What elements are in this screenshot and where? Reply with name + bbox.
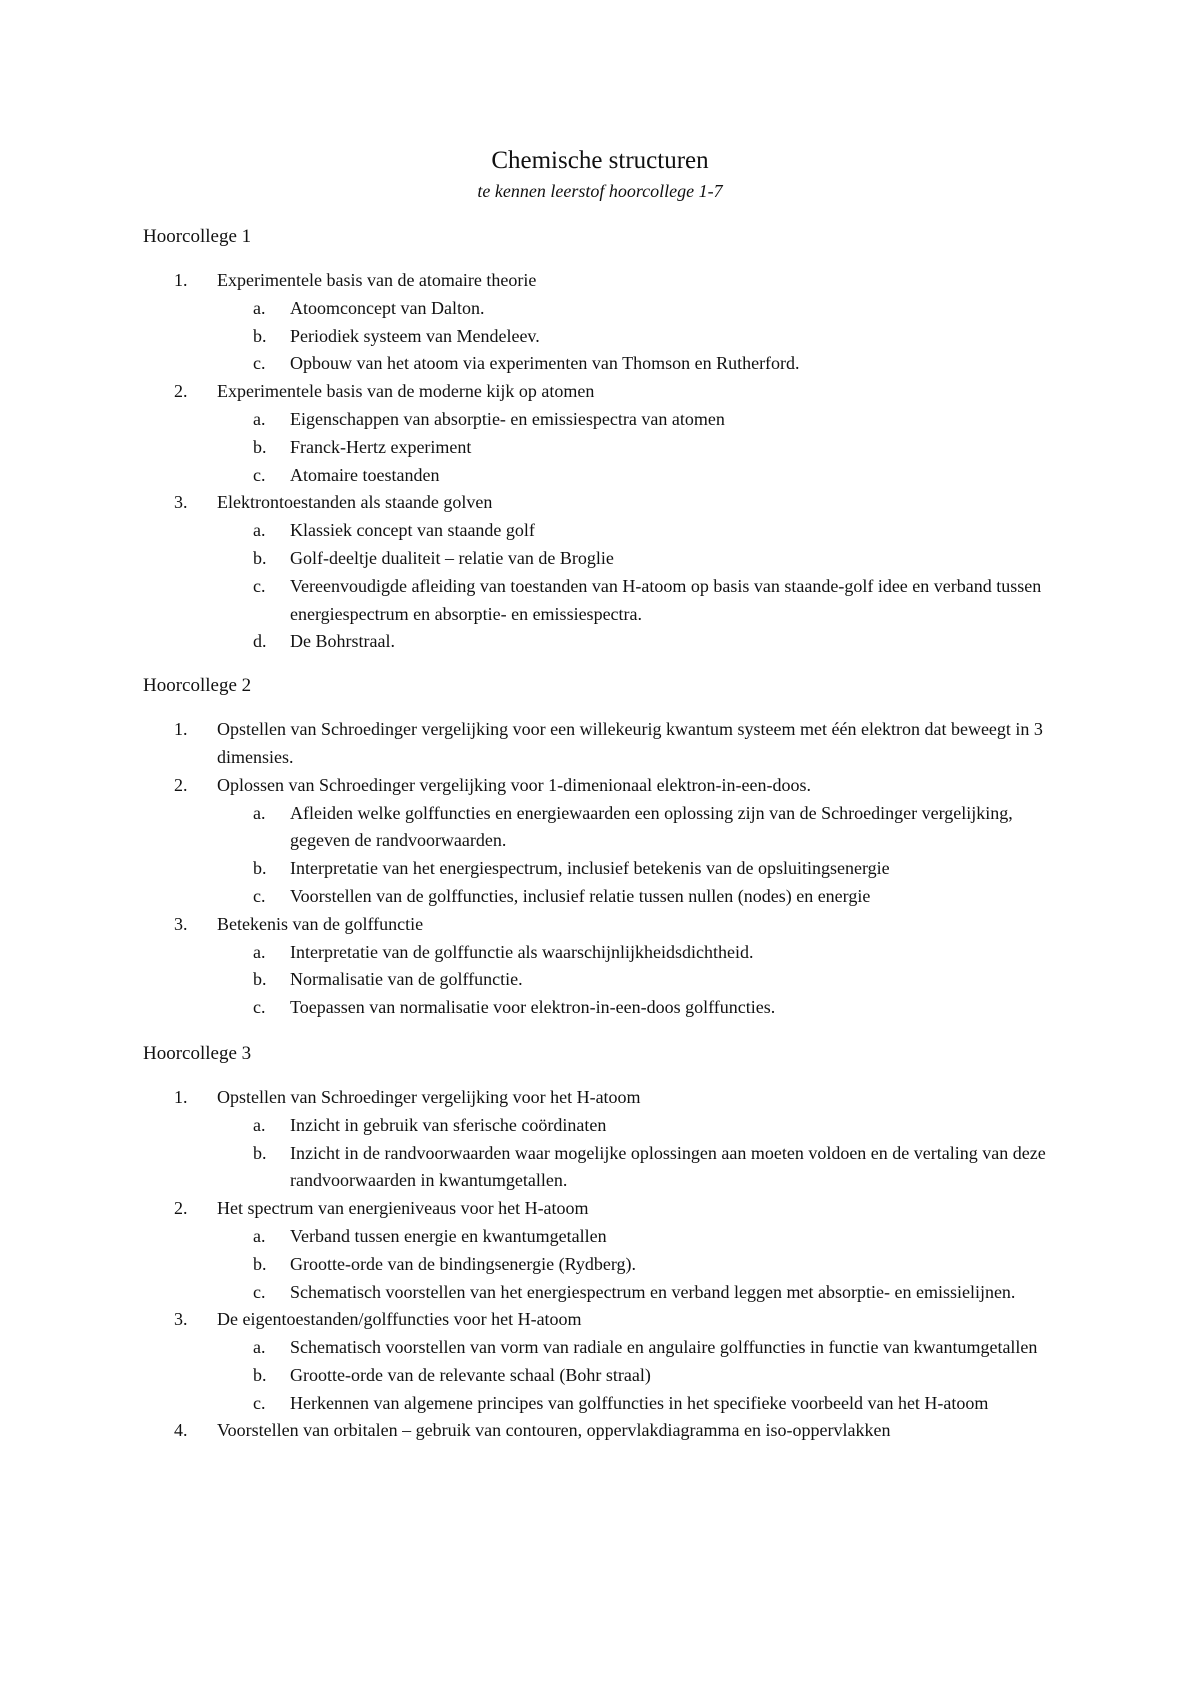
subtopic-text: Franck-Hertz experiment — [290, 436, 472, 457]
subtopic-letter: c. — [253, 464, 266, 485]
subtopic-letter: b. — [253, 1253, 267, 1274]
subtopic-letter: c. — [253, 1392, 266, 1413]
subtopic-letter: a. — [253, 1225, 266, 1246]
subtopic-text: Inzicht in de randvoorwaarden waar mogelijke oplossingen aan moeten voldoen en de vertaling van deze randvoorwaarden in kwantumgetallen. — [290, 1142, 1046, 1191]
subtopic-text: Grootte-orde van de bindingsenergie (Rydberg). — [290, 1253, 637, 1274]
subtopic-text: Inzicht in gebruik van sferische coördinaten — [290, 1114, 607, 1135]
section-hoorcollege-2 — [143, 672, 1073, 1022]
subtopic-item — [143, 295, 1073, 323]
subtopic-text: Interpretatie van het energiespectrum, inclusief betekenis van de opsluitingsenergie — [290, 858, 890, 879]
topic-text: Elektrontoestanden als staande golven — [217, 492, 493, 513]
topic-text: Voorstellen van orbitalen – gebruik van contouren, oppervlakdiagramma en iso-oppervlakken — [217, 1420, 891, 1441]
subtopic-list — [217, 517, 1073, 656]
subtopic-text: Afleiden welke golffuncties en energiewaarden een oplossing zijn van de Schroedinger vergelijking, gegeven de randvoorwaarden. — [290, 802, 1013, 851]
subtopic-text: Klassiek concept van staande golf — [290, 520, 535, 541]
topic-item — [143, 1417, 1073, 1445]
subtopic-letter: b. — [253, 547, 267, 568]
topic-text: Experimentele basis van de atomaire theorie — [217, 270, 537, 290]
subtopic-text: Golf-deeltje dualiteit – relatie van de Broglie — [290, 547, 614, 568]
subtopic-item — [143, 323, 1073, 351]
subtopic-item — [143, 517, 1073, 545]
subtopic-list — [217, 939, 1073, 1022]
subtopic-item — [143, 939, 1073, 967]
subtopic-letter: a. — [253, 941, 266, 962]
subtopic-text: Opbouw van het atoom via experimenten van Thomson en Rutherford. — [290, 353, 800, 374]
subtopic-letter: a. — [253, 1114, 266, 1135]
subtopic-text: Atomaire toestanden — [290, 464, 440, 485]
subtopic-item — [143, 1112, 1073, 1140]
subtopic-list — [217, 295, 1073, 378]
subtopic-item — [143, 1334, 1073, 1362]
subtopic-letter: c. — [253, 885, 266, 906]
subtopic-letter: a. — [253, 1337, 266, 1358]
subtopic-item — [143, 800, 1073, 856]
subtopic-letter: b. — [253, 1364, 267, 1385]
subtopic-letter: b. — [253, 969, 267, 990]
subtopic-letter: b. — [253, 1142, 267, 1163]
subtopic-list — [217, 800, 1073, 911]
topic-item — [143, 1084, 1073, 1195]
subtopic-item — [143, 966, 1073, 994]
sections-container — [0, 223, 1200, 1445]
subtopic-item — [143, 434, 1073, 462]
subtopic-text: Atoomconcept van Dalton. — [290, 297, 485, 318]
topic-text: Opstellen van Schroedinger vergelijking voor een willekeurig kwantum systeem met één elektron dat beweegt in 3 dimensies. — [217, 719, 1043, 767]
section-heading: Hoorcollege 3 — [143, 1042, 252, 1064]
subtopic-text: Schematisch voorstellen van vorm van radiale en angulaire golffuncties in functie van kwantumgetallen — [290, 1337, 1038, 1358]
topic-item — [143, 1195, 1073, 1306]
topic-number: 3. — [174, 913, 188, 934]
subtopic-text: Voorstellen van de golffuncties, inclusief relatie tussen nullen (nodes) en energie — [290, 885, 871, 906]
section-hoorcollege-3 — [143, 1040, 1073, 1445]
topic-item — [143, 911, 1073, 1022]
topic-number: 2. — [174, 381, 188, 402]
topic-number: 3. — [174, 492, 188, 513]
topic-number: 1. — [174, 1086, 188, 1107]
subtopic-item — [143, 1390, 1073, 1418]
topic-number: 1. — [174, 719, 188, 740]
topic-text: Oplossen van Schroedinger vergelijking voor 1-dimenionaal elektron-in-een-doos. — [217, 774, 812, 795]
topic-number: 4. — [174, 1420, 188, 1441]
subtopic-text: Grootte-orde van de relevante schaal (Bohr straal) — [290, 1364, 651, 1385]
section-hoorcollege-1 — [143, 223, 1073, 656]
subtopic-text: Eigenschappen van absorptie- en emissiespectra van atomen — [290, 408, 725, 429]
subtopic-letter: c. — [253, 575, 266, 596]
topic-item — [143, 1306, 1073, 1417]
subtopic-text: Vereenvoudigde afleiding van toestanden van H-atoom op basis van staande-golf idee en verband tussen energiespectrum en absorptie- en emissiespectra. — [290, 575, 1042, 624]
subtopic-letter: b. — [253, 858, 267, 879]
topic-item — [143, 489, 1073, 656]
topic-list — [143, 1084, 1073, 1445]
subtopic-item — [143, 1140, 1073, 1196]
subtopic-item — [143, 406, 1073, 434]
topic-item — [143, 378, 1073, 489]
topic-text: Experimentele basis van de moderne kijk op atomen — [217, 381, 595, 402]
subtopic-item — [143, 462, 1073, 490]
subtopic-letter: a. — [253, 297, 266, 318]
page-title: Chemische structuren — [491, 147, 709, 174]
topic-list — [143, 267, 1073, 656]
subtopic-item — [143, 1251, 1073, 1279]
subtopic-list — [217, 1112, 1073, 1195]
section-heading: Hoorcollege 2 — [143, 675, 252, 697]
topic-text: Betekenis van de golffunctie — [217, 913, 424, 934]
subtopic-letter: a. — [253, 408, 266, 429]
subtopic-item — [143, 855, 1073, 883]
topic-number: 2. — [174, 1198, 188, 1219]
topic-list — [143, 716, 1073, 1022]
topic-text: De eigentoestanden/golffuncties voor het H-atoom — [217, 1309, 582, 1330]
subtopic-item — [143, 1279, 1073, 1307]
subtopic-letter: d. — [253, 631, 267, 652]
topic-item — [143, 267, 1073, 378]
topic-text: Opstellen van Schroedinger vergelijking voor het H-atoom — [217, 1086, 641, 1107]
subtopic-text: Periodiek systeem van Mendeleev. — [290, 325, 540, 346]
subtopic-text: De Bohrstraal. — [290, 631, 395, 652]
section-heading: Hoorcollege 1 — [143, 226, 252, 247]
subtopic-item — [143, 545, 1073, 573]
subtopic-list — [217, 1334, 1073, 1417]
subtopic-item — [143, 994, 1073, 1022]
subtopic-list — [217, 406, 1073, 489]
subtopic-item — [143, 350, 1073, 378]
subtopic-text: Herkennen van algemene principes van golffuncties in het specifieke voorbeeld van het H-atoom — [290, 1392, 989, 1413]
subtopic-item — [143, 883, 1073, 911]
subtopic-letter: c. — [253, 353, 266, 374]
subtopic-text: Interpretatie van de golffunctie als waarschijnlijkheidsdichtheid. — [290, 941, 754, 962]
subtopic-item — [143, 1362, 1073, 1390]
subtopic-text: Verband tussen energie en kwantumgetallen — [290, 1225, 607, 1246]
subtopic-text: Schematisch voorstellen van het energiespectrum en verband leggen met absorptie- en emissielijnen. — [290, 1281, 1016, 1302]
subtopic-letter: b. — [253, 436, 267, 457]
topic-text: Het spectrum van energieniveaus voor het H-atoom — [217, 1198, 589, 1219]
subtopic-text: Normalisatie van de golffunctie. — [290, 969, 523, 990]
subtopic-letter: c. — [253, 1281, 266, 1302]
subtopic-letter: a. — [253, 520, 266, 541]
subtopic-letter: b. — [253, 325, 267, 346]
subtopic-item — [143, 628, 1073, 656]
subtopic-letter: c. — [253, 997, 266, 1018]
topic-item — [143, 772, 1073, 911]
page-subtitle: te kennen leerstof hoorcollege 1-7 — [477, 181, 723, 201]
topic-number: 2. — [174, 774, 188, 795]
subtopic-text: Toepassen van normalisatie voor elektron-in-een-doos golffuncties. — [290, 997, 776, 1018]
topic-item — [143, 716, 1073, 772]
subtopic-item — [143, 1223, 1073, 1251]
subtopic-letter: a. — [253, 802, 266, 823]
topic-number: 1. — [174, 270, 188, 290]
subtopic-list — [217, 1223, 1073, 1306]
topic-number: 3. — [174, 1309, 188, 1330]
subtopic-item — [143, 573, 1073, 629]
